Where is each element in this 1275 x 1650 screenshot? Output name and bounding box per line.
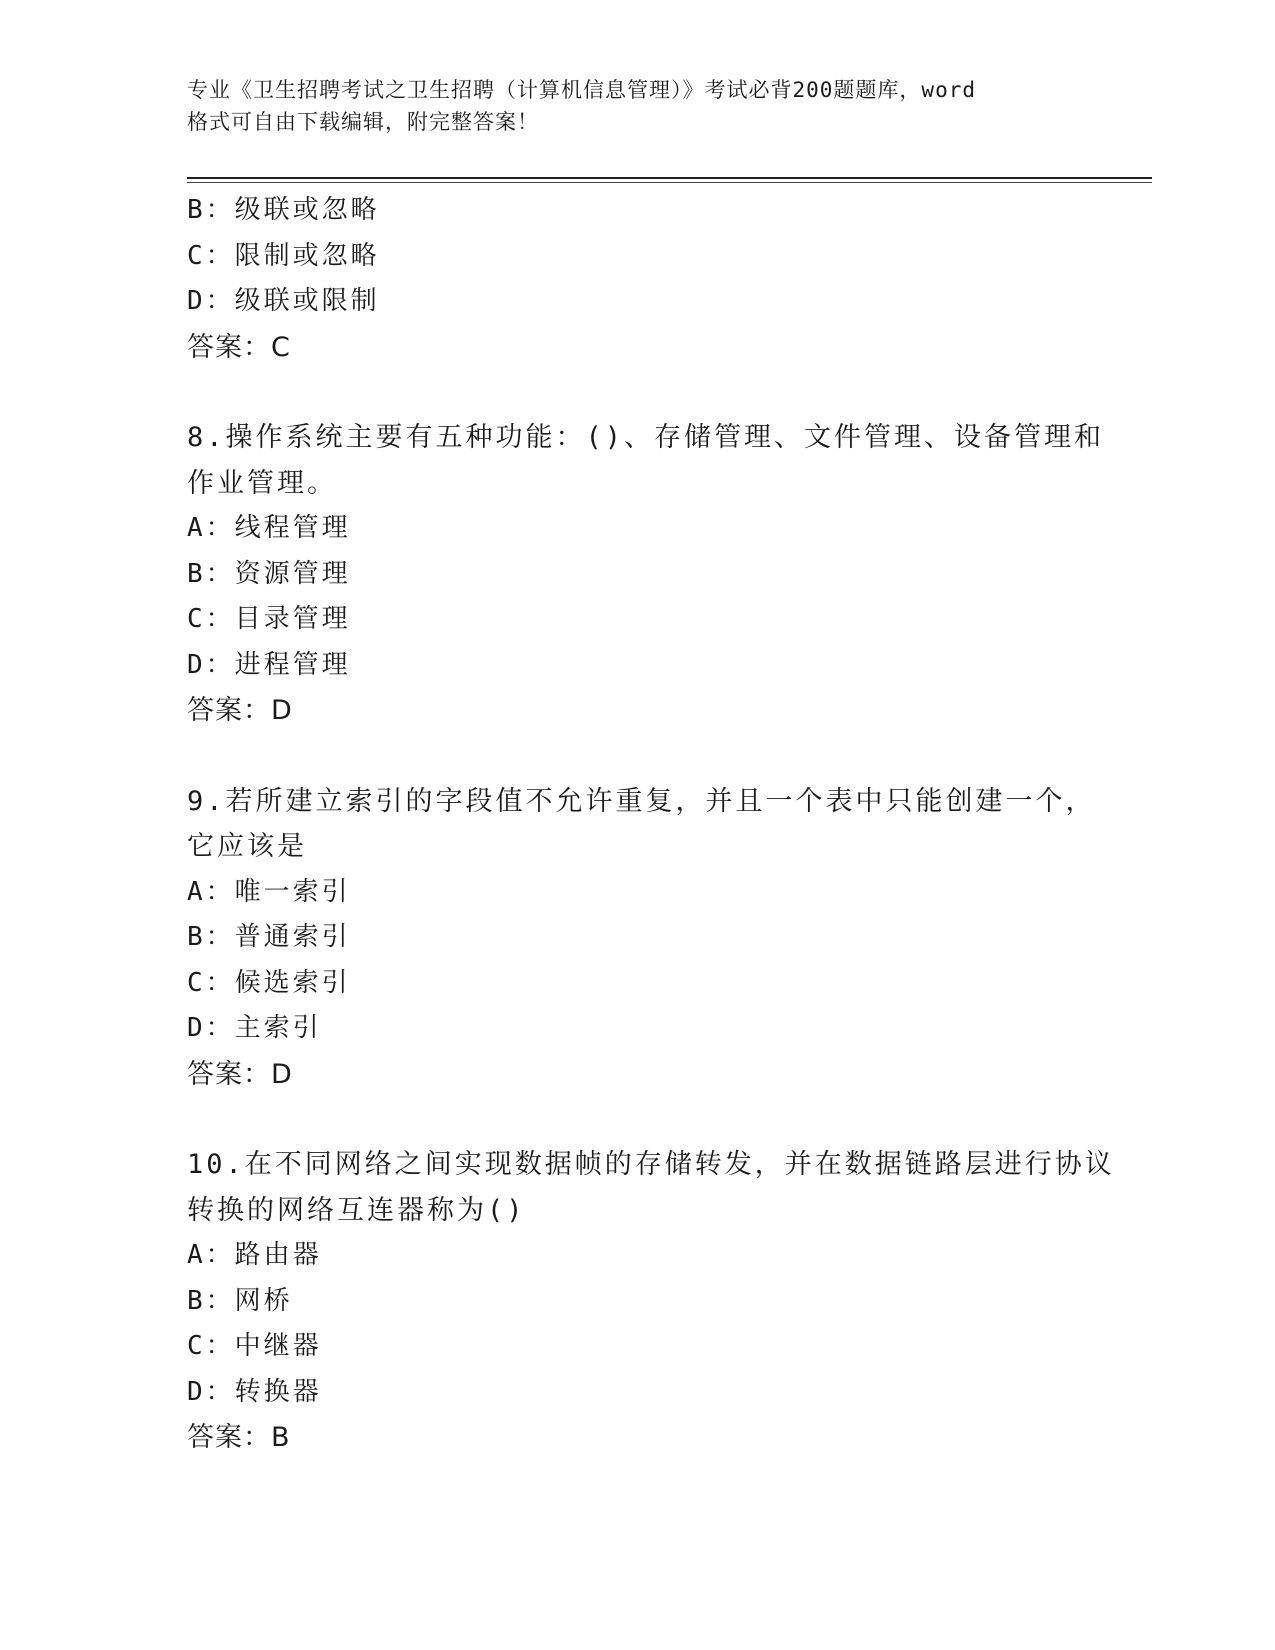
spacer (187, 734, 1107, 779)
option-c: C：限制或忽略 (187, 240, 380, 271)
question-stem-line: 9.若所建立索引的字段值不允许重复，并且一个表中只能创建一个， (187, 785, 1096, 817)
question-10 (187, 1142, 1115, 1461)
option-d: D：进程管理 (187, 649, 351, 680)
header-divider-thick (187, 177, 1152, 179)
header-divider-thin (187, 182, 1152, 183)
option-a: A：路由器 (187, 1240, 322, 1270)
spacer (187, 370, 1107, 415)
spacer (187, 1097, 1107, 1142)
document-header (187, 74, 1087, 138)
option-c: C：中继器 (187, 1331, 322, 1361)
option-b: B：资源管理 (187, 558, 351, 589)
question-stem-line: 转换的网络互连器称为() (187, 1194, 526, 1226)
option-a: A：唯一索引 (187, 876, 351, 907)
answer-line: 答案：D (187, 695, 293, 726)
question-stem-line: 8.操作系统主要有五种功能：()、存储管理、文件管理、设备管理和 (187, 422, 1105, 453)
answer-line: 答案：B (187, 1422, 291, 1453)
option-d: D：级联或限制 (187, 286, 380, 316)
question-7-continuation (187, 188, 1107, 370)
option-a: A：线程管理 (187, 513, 351, 543)
option-c: C：候选索引 (187, 967, 351, 998)
question-9 (187, 779, 1107, 1098)
option-c: C：目录管理 (187, 604, 351, 634)
question-stem-line: 10.在不同网络之间实现数据帧的存储转发，并在数据链路层进行协议 (187, 1149, 1115, 1180)
answer-line: 答案：D (187, 1058, 293, 1090)
option-d: D：主索引 (187, 1013, 322, 1043)
header-line-1: 专业《卫生招聘考试之卫生招聘（计算机信息管理）》考试必背200题题库，word (187, 78, 976, 102)
document-body (187, 188, 1115, 1461)
option-b: B：普通索引 (187, 922, 351, 952)
option-b: B：网桥 (187, 1285, 293, 1316)
question-stem-line: 作业管理。 (187, 467, 337, 499)
header-line-2: 格式可自由下载编辑，附完整答案！ (187, 110, 539, 134)
question-8 (187, 415, 1107, 734)
answer-line: 答案：C (187, 331, 291, 363)
question-stem-line: 它应该是 (187, 831, 307, 862)
option-d: D：转换器 (187, 1376, 322, 1407)
option-b: B：级联或忽略 (187, 195, 380, 225)
